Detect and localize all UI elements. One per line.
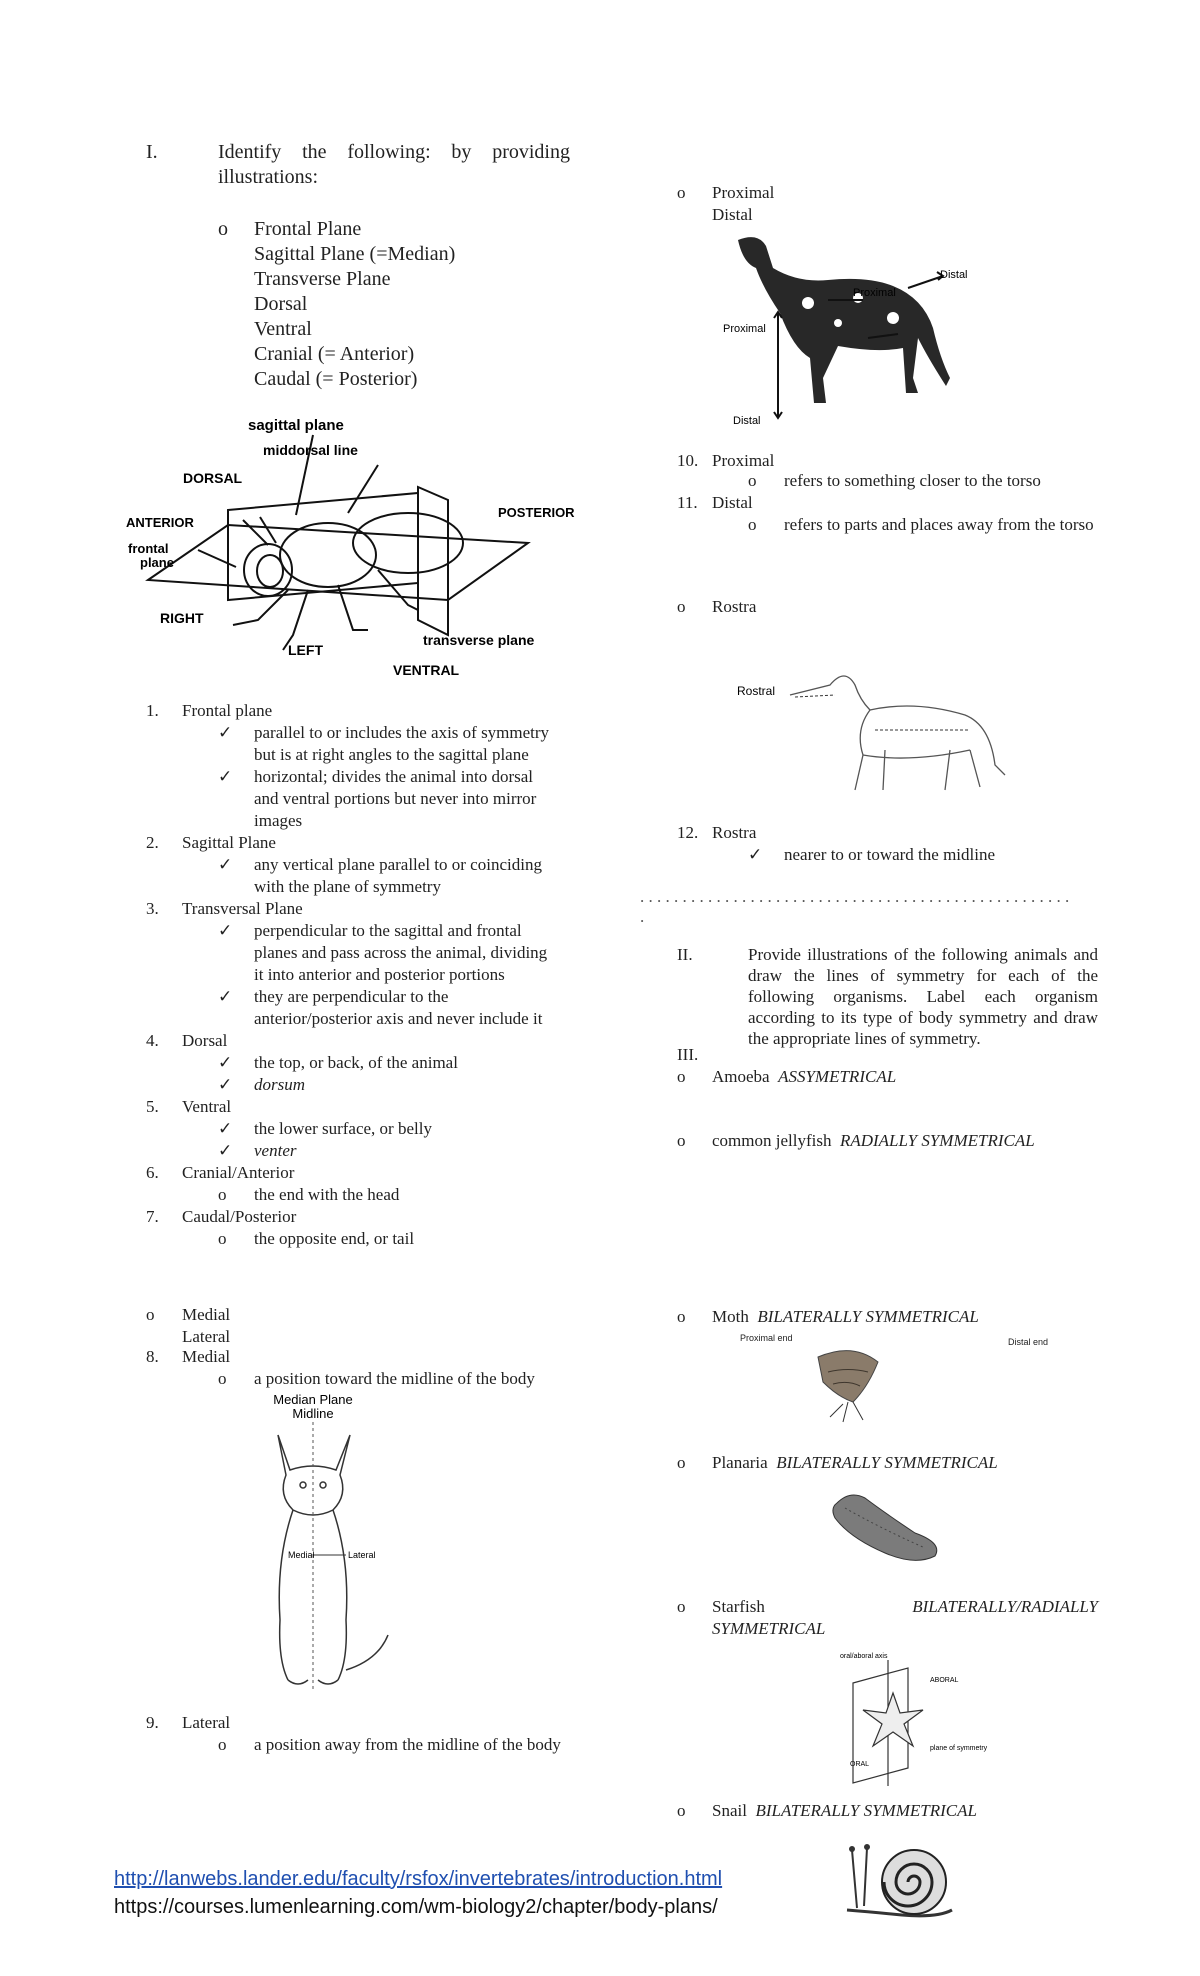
def-line: horizontal; divides the animal into dorsal [254, 767, 534, 786]
organism-moth: Moth BILATERALLY SYMMETRICAL [712, 1307, 979, 1326]
moth-image [808, 1342, 888, 1432]
bullet: o [748, 515, 757, 534]
bullet: o [146, 1305, 155, 1324]
def-line: the top, or back, of the animal [254, 1053, 458, 1072]
section3-numeral: III. [677, 1045, 699, 1064]
def-line: a position toward the midline of the body [254, 1369, 535, 1388]
term-frontal: Frontal Plane [254, 218, 362, 240]
bullet: o [218, 1229, 227, 1248]
def-num-12: 12. [677, 823, 699, 842]
def-line: it into anterior and posterior portions [254, 965, 505, 984]
term-ventral: Ventral [254, 318, 312, 340]
def-title-2: Sagittal Plane [182, 833, 276, 852]
bullet: o [218, 218, 228, 240]
dotted-divider: . . . . . . . . . . . . . . . . . . . . . . . . . . . . . . . . . . . . . . . . . . . . . . . . . . . [640, 887, 1070, 906]
def-num-4: 4. [146, 1031, 159, 1050]
insect-planes-diagram [118, 405, 578, 690]
label-midline: Midline [292, 1406, 334, 1421]
def-title-5: Ventral [182, 1097, 232, 1116]
label-dorsal: DORSAL [183, 470, 243, 486]
dotted-divider-end: . [640, 907, 645, 926]
bullet: o [677, 1453, 686, 1472]
def-title-6: Cranial/Anterior [182, 1163, 295, 1182]
label-left: LEFT [288, 642, 323, 658]
bullet: o [677, 597, 686, 616]
def-title-8: Medial [182, 1347, 231, 1366]
def-line: parallel to or includes the axis of symmetry [254, 723, 550, 742]
def-num-2: 2. [146, 833, 159, 852]
def-title-7: Caudal/Posterior [182, 1207, 297, 1226]
check-icon: ✓ [218, 1053, 233, 1072]
def-line: anterior/posterior axis and never include it [254, 1009, 543, 1028]
bullet: o [677, 1307, 686, 1326]
check-icon: ✓ [218, 1119, 233, 1138]
check-icon: ✓ [218, 987, 233, 1006]
check-icon: ✓ [218, 855, 233, 874]
def-line: the lower surface, or belly [254, 1119, 432, 1138]
dog-label-distal-top: Distal [940, 269, 968, 281]
starfish-label-axis: oral/aboral axis [840, 1653, 888, 1660]
bullet: o [677, 1131, 686, 1150]
reference-link[interactable]: http://lanwebs.lander.edu/faculty/rsfox/invertebrates/introduction.html [114, 1868, 723, 1890]
starfish-label-aboral: ABORAL [930, 1677, 959, 1684]
def-num-7: 7. [146, 1207, 159, 1226]
check-icon: ✓ [218, 1141, 233, 1160]
bullet: o [748, 471, 757, 490]
def-num-6: 6. [146, 1163, 159, 1182]
check-icon: ✓ [218, 1075, 233, 1094]
starfish-type: BILATERALLY/RADIALLY [912, 1597, 1098, 1616]
bullet: o [218, 1735, 227, 1754]
def-title-4: Dorsal [182, 1031, 228, 1050]
def-title-1: Frontal plane [182, 701, 273, 720]
term-cranial: Cranial (= Anterior) [254, 343, 415, 365]
reference-url: https://courses.lumenlearning.com/wm-biology2/chapter/body-plans/ [114, 1896, 718, 1918]
starfish-label-plane: plane of symmetry [930, 1745, 988, 1752]
dog-label-proximal-leg: Proximal [723, 323, 766, 335]
check-icon: ✓ [748, 845, 763, 864]
bullet: o [677, 1801, 686, 1820]
def-title-9: Lateral [182, 1713, 231, 1732]
def-line: a position away from the midline of the body [254, 1735, 561, 1754]
check-icon: ✓ [218, 767, 233, 786]
label-anterior: ANTERIOR [126, 515, 194, 530]
def-num-1: 1. [146, 701, 159, 720]
label-medial: Medial [288, 1550, 315, 1560]
distal-head: Distal [712, 205, 753, 224]
def-line: refers to parts and places away from the torso [784, 515, 1094, 534]
label-ventral: VENTRAL [393, 662, 460, 678]
term-transverse: Transverse Plane [254, 268, 391, 290]
medial-head: Medial [182, 1305, 231, 1324]
def-line: but is at right angles to the sagittal plane [254, 745, 529, 764]
section-numeral: I. [146, 141, 158, 163]
def-line: nearer to or toward the midline [784, 845, 996, 864]
def-num-10: 10. [677, 451, 699, 470]
term-dorsal: Dorsal [254, 293, 308, 315]
starfish-label-oral: ORAL [850, 1761, 870, 1768]
def-num-9: 9. [146, 1713, 159, 1732]
label-frontal: frontal [128, 541, 169, 556]
def-line: perpendicular to the sagittal and frontal [254, 921, 522, 940]
def-title-12: Rostra [712, 823, 757, 842]
bullet: o [218, 1369, 227, 1388]
planaria-image [825, 1488, 945, 1568]
lateral-head: Lateral [182, 1327, 231, 1346]
term-sagittal: Sagittal Plane (=Median) [254, 243, 456, 265]
label-posterior: POSTERIOR [498, 505, 575, 520]
section-prompt: Identify the following: by providing illustrations: [218, 141, 570, 188]
transverse-plane-shape [418, 487, 448, 635]
rostra-head: Rostra [712, 597, 757, 616]
def-line: and ventral portions but never into mirror [254, 789, 537, 808]
cat-median-plane-diagram [228, 1390, 398, 1695]
def-line: refers to something closer to the torso [784, 471, 1041, 490]
label-rostral: Rostral [737, 684, 776, 698]
def-title-11: Distal [712, 493, 753, 512]
snail-image [842, 1840, 962, 1930]
label-transverse-plane: transverse plane [423, 632, 535, 648]
def-line: planes and pass across the animal, dividing [254, 943, 548, 962]
bullet: o [677, 1067, 686, 1086]
def-line: the end with the head [254, 1185, 400, 1204]
term-caudal: Caudal (= Posterior) [254, 368, 418, 390]
organism-planaria: Planaria BILATERALLY SYMMETRICAL [712, 1453, 998, 1472]
organism-starfish: Starfish [712, 1597, 765, 1616]
moth-label-distal: Distal end [1008, 1337, 1049, 1347]
dog-label-distal-leg: Distal [733, 415, 761, 427]
proximal-head: Proximal [712, 183, 775, 202]
check-icon: ✓ [218, 723, 233, 742]
def-title-3: Transversal Plane [182, 899, 303, 918]
label-sagittal-plane: sagittal plane [248, 417, 344, 434]
organism-amoeba: Amoeba ASSYMETRICAL [712, 1067, 897, 1086]
starfish-type-cont: SYMMETRICAL [712, 1619, 826, 1638]
def-line: they are perpendicular to the [254, 987, 449, 1006]
frontal-plane-shape [148, 525, 528, 600]
bullet: o [677, 183, 686, 202]
organism-jellyfish: common jellyfish RADIALLY SYMMETRICAL [712, 1131, 1035, 1150]
organism-snail: Snail BILATERALLY SYMMETRICAL [712, 1801, 977, 1820]
section2-text: Provide illustrations of the following animals and draw the lines of symmetry for each of the following organisms. Label each organism according to its type of body symmetry and draw the appropriate lines of symmetry. [748, 945, 1098, 1048]
def-num-3: 3. [146, 899, 159, 918]
label-middorsal-line: middorsal line [263, 442, 358, 458]
bullet: o [218, 1185, 227, 1204]
label-lateral: Lateral [348, 1550, 376, 1560]
bullet: o [677, 1597, 686, 1616]
def-line: any vertical plane parallel to or coinciding [254, 855, 542, 874]
label-median-plane: Median Plane [273, 1392, 353, 1407]
def-line: venter [254, 1141, 297, 1160]
def-line: with the plane of symmetry [254, 877, 441, 896]
dog-proximal-distal-diagram [718, 228, 980, 428]
dog-label-proximal-body: Proximal [853, 287, 896, 299]
check-icon: ✓ [218, 921, 233, 940]
label-frontal-plane: plane [140, 555, 174, 570]
def-title-10: Proximal [712, 451, 775, 470]
def-line: the opposite end, or tail [254, 1229, 415, 1248]
section2-numeral: II. [677, 945, 693, 964]
def-line: images [254, 811, 303, 830]
rostral-dog-diagram [735, 655, 1015, 795]
def-line: dorsum [254, 1075, 306, 1094]
moth-label-proximal: Proximal end [740, 1333, 793, 1343]
starfish-plane-diagram [838, 1648, 988, 1788]
def-num-8: 8. [146, 1347, 159, 1366]
label-right: RIGHT [160, 610, 204, 626]
def-num-11: 11. [677, 493, 698, 512]
def-num-5: 5. [146, 1097, 159, 1116]
